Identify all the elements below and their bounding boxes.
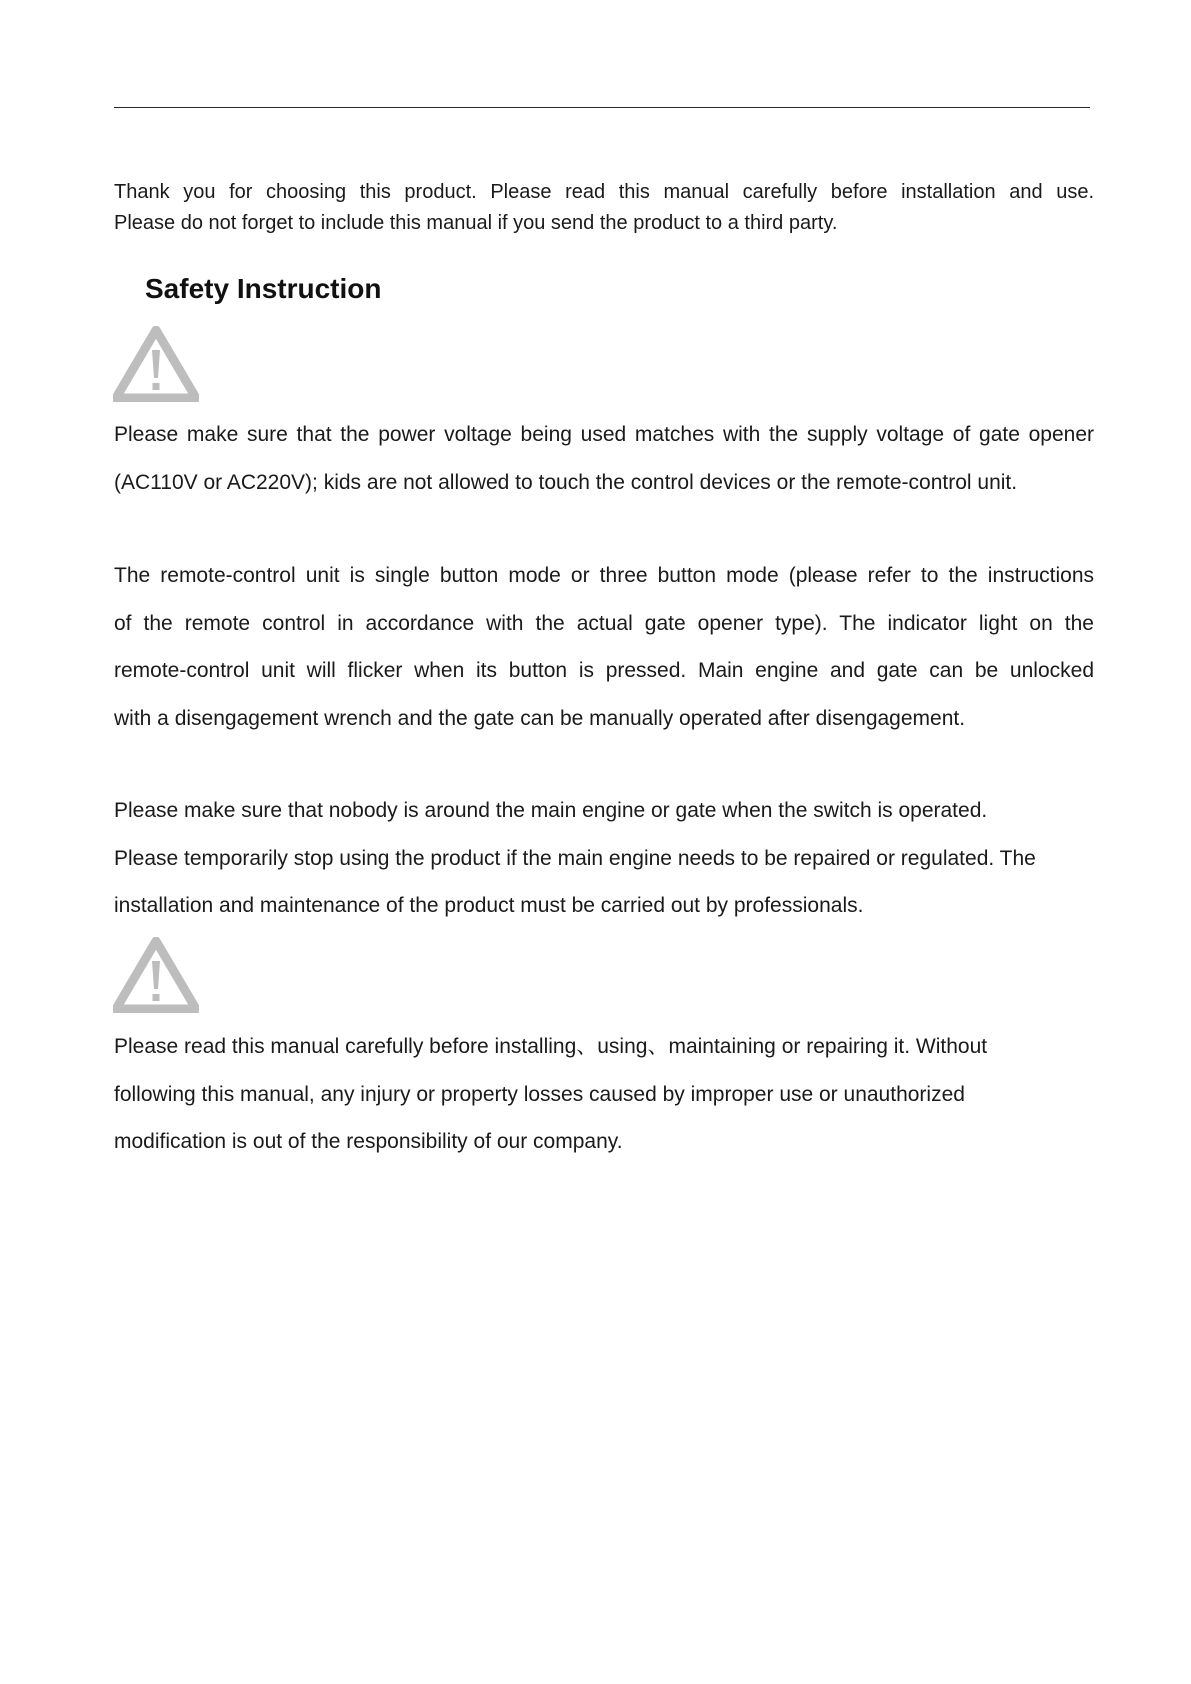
- warning-triangle-icon: [113, 326, 199, 402]
- paragraph-line: (AC110V or AC220V); kids are not allowed to touch the control devices or the remote-control unit.: [114, 470, 1018, 494]
- paragraph-line: modification is out of the responsibility of our company.: [114, 1130, 623, 1153]
- paragraph-line: Please make sure that nobody is around the main engine or gate when the switch is operated.: [114, 799, 988, 822]
- paragraph-line: following this manual, any injury or property losses caused by improper use or unauthorized: [114, 1082, 965, 1106]
- intro-line: Please do not forget to include this manual if you send the product to a third party.: [114, 212, 838, 234]
- paragraph-line: installation and maintenance of the product must be carried out by professionals.: [114, 894, 864, 917]
- intro-paragraph: [114, 177, 1094, 239]
- safety-paragraph-disclaimer: [114, 1023, 1094, 1166]
- paragraph-line: The remote-control unit is single button mode or three button mode (please refer to the instructions: [114, 564, 1094, 587]
- paragraph-line: remote-control unit will flicker when its button is pressed. Main engine and gate can be unlocked: [114, 659, 1094, 682]
- paragraph-line: Please read this manual carefully before installing、using、maintaining or repairing it. Without: [114, 1035, 988, 1058]
- section-title: Safety Instruction: [145, 273, 382, 304]
- paragraph-line: Please temporarily stop using the product if the main engine needs to be repaired or regulated. The: [114, 846, 1036, 870]
- safety-paragraph-operation: [114, 787, 1094, 930]
- paragraph-line: of the remote control in accordance with the actual gate opener type). The indicator light on the: [114, 611, 1094, 635]
- warning-triangle-icon: [113, 937, 199, 1013]
- intro-line: Thank you for choosing this product. Please read this manual carefully before installation and use.: [114, 181, 1094, 203]
- paragraph-line: with a disengagement wrench and the gate can be manually operated after disengagement.: [114, 706, 966, 730]
- header-rule: [114, 107, 1090, 108]
- safety-paragraph-voltage: [114, 411, 1094, 506]
- safety-paragraph-remote: [114, 552, 1094, 742]
- paragraph-line: Please make sure that the power voltage being used matches with the supply voltage of gate opener: [114, 423, 1094, 446]
